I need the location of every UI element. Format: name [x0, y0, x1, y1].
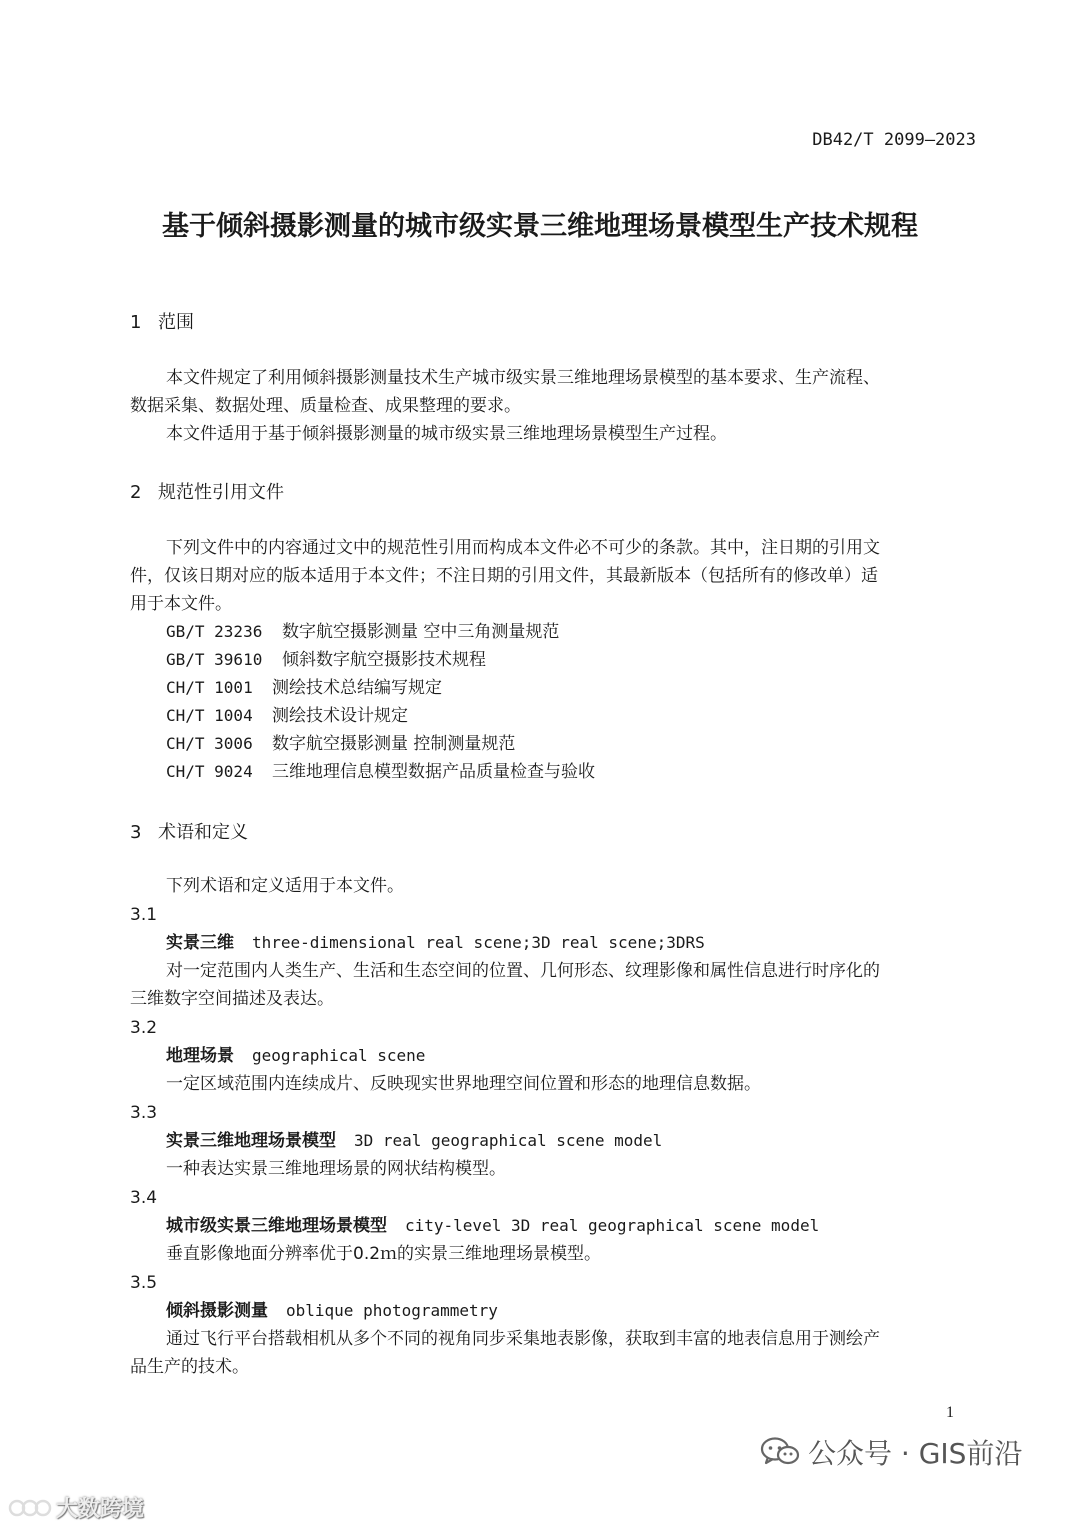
- reference-code: GB/T 23236: [166, 622, 263, 641]
- reference-item: [166, 674, 442, 702]
- reference-code: GB/T 39610: [166, 650, 263, 669]
- term-definition: 通过飞行平台搭载相机从多个不同的视角同步采集地表影像，获取到丰富的地表信息用于测绘产: [166, 1329, 880, 1349]
- term-definition: 一种表达实景三维地理场景的网状结构模型。: [166, 1159, 506, 1179]
- term-english: oblique photogrammetry: [286, 1301, 498, 1320]
- reference-item: [166, 730, 515, 758]
- reference-item: [166, 758, 595, 786]
- term-chinese: 倾斜摄影测量: [166, 1301, 268, 1321]
- section-title: 规范性引用文件: [158, 482, 284, 503]
- reference-item: [166, 702, 408, 730]
- reference-title: 倾斜数字航空摄影技术规程: [282, 650, 486, 670]
- reference-title: 数字航空摄影测量 空中三角测量规范: [282, 622, 560, 642]
- term-number: 3.1: [130, 905, 158, 925]
- paragraph-line: 下列文件中的内容通过文中的规范性引用而构成本文件必不可少的条款。其中，注日期的引用文: [166, 538, 880, 558]
- term-number: 3.3: [130, 1103, 158, 1123]
- term-number: 3.2: [130, 1018, 158, 1038]
- paragraph-line: 数据采集、数据处理、质量检查、成果整理的要求。: [130, 396, 521, 416]
- document-title: 基于倾斜摄影测量的城市级实景三维地理场景模型生产技术规程: [162, 211, 918, 242]
- section-2-heading: [130, 478, 284, 504]
- term-english: geographical scene: [252, 1046, 426, 1065]
- watermark-wechat: [760, 1432, 1022, 1472]
- section-title: 范围: [158, 312, 194, 333]
- watermark-text: 公众号 · GIS前沿: [808, 1437, 1023, 1470]
- section-number: 1: [130, 312, 142, 333]
- term-heading: [166, 929, 705, 957]
- term-chinese: 实景三维: [166, 933, 234, 953]
- paragraph-line: 本文件适用于基于倾斜摄影测量的城市级实景三维地理场景模型生产过程。: [166, 424, 727, 444]
- term-definition: 垂直影像地面分辨率优于0.2ｍ的实景三维地理场景模型。: [166, 1244, 602, 1264]
- term-heading: [166, 1042, 425, 1070]
- paragraph-line: 用于本文件。: [130, 594, 232, 614]
- reference-title: 三维地理信息模型数据产品质量检查与验收: [272, 762, 595, 782]
- term-chinese: 城市级实景三维地理场景模型: [166, 1216, 387, 1236]
- term-definition: 三维数字空间描述及表达。: [130, 989, 334, 1009]
- paragraph-line: 下列术语和定义适用于本文件。: [166, 876, 404, 896]
- paragraph-line: 本文件规定了利用倾斜摄影测量技术生产城市级实景三维地理场景模型的基本要求、生产流程、: [166, 368, 880, 388]
- reference-item: [166, 646, 486, 674]
- reference-code: CH/T 9024: [166, 762, 253, 781]
- section-3-heading: [130, 818, 248, 844]
- term-english: 3D real geographical scene model: [354, 1131, 663, 1150]
- term-chinese: 地理场景: [166, 1046, 234, 1066]
- term-heading: [166, 1212, 819, 1240]
- brand-logo-icon: [8, 1496, 52, 1520]
- section-number: 2: [130, 482, 142, 503]
- reference-title: 测绘技术设计规定: [272, 706, 408, 726]
- term-number: 3.5: [130, 1273, 158, 1293]
- reference-code: CH/T 1004: [166, 706, 253, 725]
- term-english: three-dimensional real scene;3D real scene;3DRS: [252, 933, 705, 952]
- section-title: 术语和定义: [158, 822, 248, 843]
- reference-title: 数字航空摄影测量 控制测量规范: [272, 734, 516, 754]
- page-number: 1: [946, 1404, 954, 1421]
- section-number: 3: [130, 822, 142, 843]
- reference-item: [166, 618, 559, 646]
- section-1-heading: [130, 308, 194, 334]
- watermark-brand-text: 大数跨境: [56, 1497, 145, 1522]
- term-number: 3.4: [130, 1188, 158, 1208]
- term-definition: 一定区域范围内连续成片、反映现实世界地理空间位置和形态的地理信息数据。: [166, 1074, 761, 1094]
- term-definition: 对一定范围内人类生产、生活和生态空间的位置、几何形态、纹理影像和属性信息进行时序化的: [166, 961, 880, 981]
- reference-code: CH/T 3006: [166, 734, 253, 753]
- term-english: city-level 3D real geographical scene model: [405, 1216, 820, 1235]
- wechat-icon: [760, 1436, 800, 1468]
- document-number: DB42/T 2099—2023: [812, 130, 976, 150]
- term-heading: [166, 1297, 498, 1325]
- reference-title: 测绘技术总结编写规定: [272, 678, 442, 698]
- paragraph-line: 件，仅该日期对应的版本适用于本文件；不注日期的引用文件，其最新版本（包括所有的修改单）适: [130, 566, 878, 586]
- term-definition: 品生产的技术。: [130, 1357, 249, 1377]
- term-chinese: 实景三维地理场景模型: [166, 1131, 336, 1151]
- reference-code: CH/T 1001: [166, 678, 253, 697]
- watermark-brand: [8, 1492, 144, 1523]
- term-heading: [166, 1127, 662, 1155]
